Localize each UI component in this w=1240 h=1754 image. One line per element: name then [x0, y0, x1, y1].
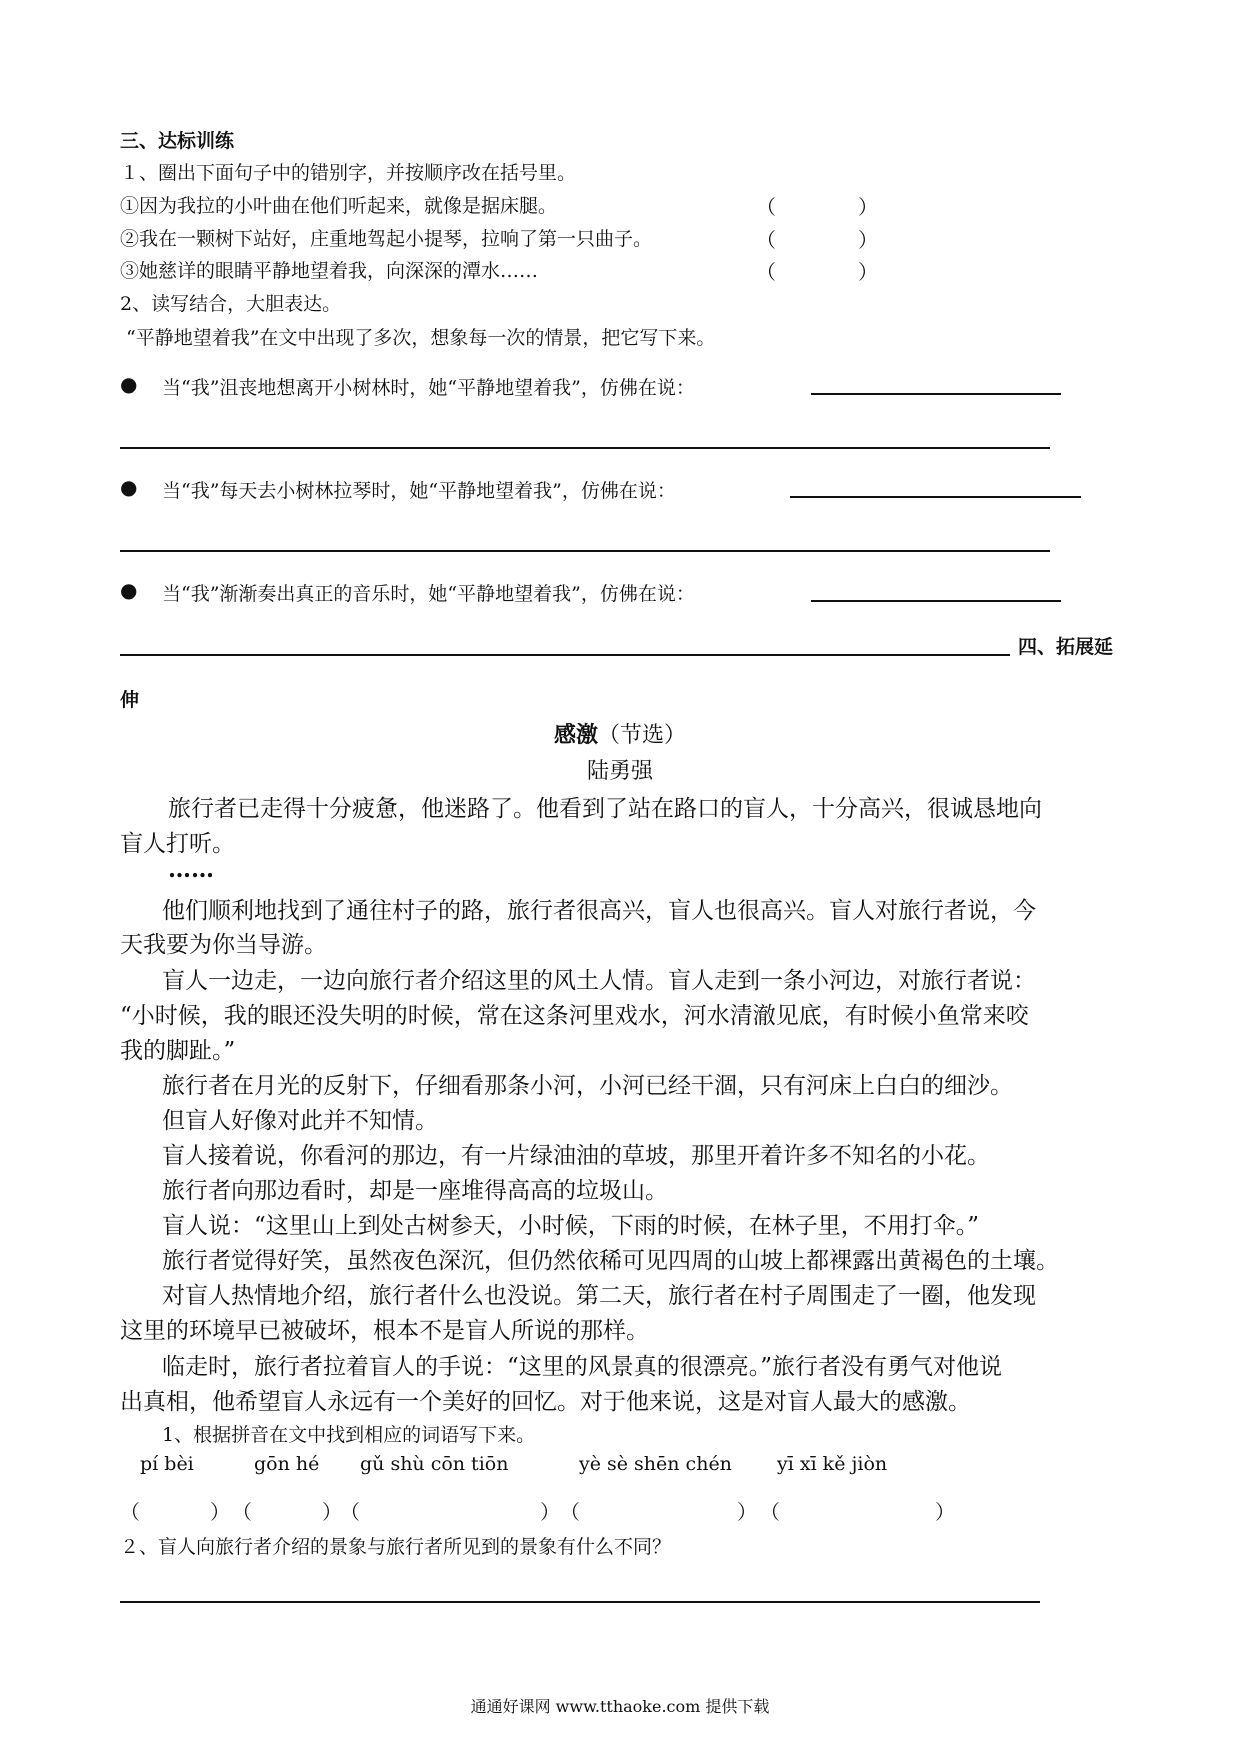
q1-item-3-open-paren: （	[756, 260, 776, 284]
q1-item-1-open-paren: （	[756, 195, 776, 219]
section3-heading: 三、达标训练	[120, 130, 235, 152]
exercise-q2: ２、盲人向旅行者介绍的景象与旅行者所见到的景象有什么不同？	[120, 1536, 672, 1558]
pinyin-item: gōn hé	[254, 1453, 320, 1475]
article-paragraph-line: 出真相，他希望盲人永远有一个美好的回忆。对于他来说，这是对盲人最大的感激。	[120, 1389, 971, 1415]
q1-item-2: ②我在一颗树下站好，庄重地驾起小提琴，拉响了第一只曲子。	[120, 228, 653, 250]
article-author: 陆勇强	[586, 759, 653, 784]
article-paragraph-line: 天我要为你当导游。	[120, 932, 327, 958]
q1-item-2-close-paren: ）	[858, 228, 878, 252]
bullet-icon: ●	[120, 578, 138, 602]
footer-credit: 通通好课网 www.tthaoke.com 提供下载	[470, 1697, 770, 1716]
article-paragraph-line: 我的脚趾。”	[120, 1038, 236, 1064]
article-paragraph-line: 盲人说：“这里山上到处古树参天，小时候，下雨的时候，在林子里，不用打伞。”	[162, 1213, 980, 1239]
q1-item-1: ①因为我拉的小叶曲在他们听起来，就像是据床腿。	[120, 195, 558, 217]
answer-line-3b[interactable]	[120, 654, 1010, 656]
answer-paren-close: ）	[540, 1500, 560, 1524]
article-paragraph-line: 盲人打听。	[120, 831, 235, 857]
article-ellipsis: ……	[168, 856, 214, 883]
bullet-icon: ●	[120, 372, 138, 396]
pinyin-item: yī xī kě jiòn	[777, 1453, 888, 1475]
q2-item-3: 当“我”渐渐奏出真正的音乐时，她“平静地望着我”，仿佛在说：	[162, 583, 695, 605]
answer-paren-close: ）	[737, 1500, 757, 1524]
article-paragraph-line: 他们顺利地找到了通往村子的路，旅行者很高兴，盲人也很高兴。盲人对旅行者说，今	[162, 898, 1036, 924]
answer-paren-close: ）	[935, 1500, 955, 1524]
section4-heading-part1: 四、拓展延	[1018, 636, 1114, 658]
answer-line-1b[interactable]	[120, 447, 1050, 449]
q1-item-2-open-paren: （	[756, 228, 776, 252]
bullet-icon: ●	[120, 475, 138, 499]
article-title-row	[0, 718, 1240, 749]
article-paragraph-line: 旅行者在月光的反射下，仔细看那条小河，小河已经干涸，只有河床上白白的细沙。	[162, 1073, 1013, 1099]
q1-item-1-close-paren: ）	[858, 195, 878, 219]
exercise-q1: 1、根据拼音在文中找到相应的词语写下来。	[162, 1424, 536, 1446]
q2-title: 2、读写结合，大胆表达。	[120, 293, 342, 315]
answer-line-final[interactable]	[120, 1601, 1040, 1603]
pinyin-item: pí bèi	[140, 1453, 194, 1475]
q1-title: １、圈出下面句子中的错别字，并按顺序改在括号里。	[120, 162, 577, 184]
article-paragraph-line: 旅行者觉得好笑，虽然夜色深沉，但仍然依稀可见四周的山坡上都裸露出黄褐色的土壤。	[162, 1248, 1059, 1274]
answer-paren-close: ）	[322, 1500, 342, 1524]
article-title: 感激	[553, 722, 598, 748]
article-paragraph-line: 旅行者已走得十分疲惫，他迷路了。他看到了站在路口的盲人，十分高兴，很诚恳地向	[168, 796, 1042, 822]
article-paragraph-line: 但盲人好像对此并不知情。	[162, 1108, 438, 1134]
answer-paren-open: （	[120, 1500, 140, 1524]
article-paragraph-line: 对盲人热情地介绍，旅行者什么也没说。第二天，旅行者在村子周围走了一圈，他发现	[162, 1283, 1036, 1309]
q1-item-3: ③她慈详的眼睛平静地望着我，向深深的潭水……	[120, 260, 539, 282]
pinyin-item: yè sè shēn chén	[579, 1453, 732, 1475]
answer-paren-open: （	[232, 1500, 252, 1524]
answer-line-2b[interactable]	[120, 550, 1050, 552]
section4-heading-part2: 伸	[120, 689, 140, 711]
article-paragraph-line: 旅行者向那边看时，却是一座堆得高高的垃圾山。	[162, 1178, 668, 1204]
article-paragraph-line: 盲人一边走，一边向旅行者介绍这里的风土人情。盲人走到一条小河边，对旅行者说：	[162, 968, 1036, 994]
answer-paren-close: ）	[210, 1500, 230, 1524]
article-paragraph-line: “小时候，我的眼还没失明的时候，常在这条河里戏水，河水清澈见底，有时候小鱼常来咬	[120, 1003, 1029, 1029]
answer-line-1a[interactable]	[811, 393, 1061, 395]
pinyin-item: gǔ shù cōn tiōn	[360, 1453, 509, 1475]
answer-line-3a[interactable]	[811, 600, 1061, 602]
q2-item-2: 当“我”每天去小树林拉琴时，她“平静地望着我”，仿佛在说：	[162, 480, 676, 502]
q1-item-3-close-paren: ）	[858, 260, 878, 284]
q2-intro: “平静地望着我”在文中出现了多次，想象每一次的情景，把它写下来。	[126, 327, 716, 349]
article-title-note: （节选）	[598, 723, 687, 748]
q2-item-1: 当“我”沮丧地想离开小树林时，她“平静地望着我”，仿佛在说：	[162, 377, 695, 399]
answer-line-2a[interactable]	[790, 496, 1081, 498]
article-paragraph-line: 这里的环境早已被破坏，根本不是盲人所说的那样。	[120, 1318, 649, 1344]
answer-paren-open: （	[760, 1500, 780, 1524]
article-paragraph-line: 盲人接着说，你看河的那边，有一片绿油油的草坡，那里开着许多不知名的小花。	[162, 1143, 990, 1169]
answer-paren-open: （	[560, 1500, 580, 1524]
answer-paren-open: （	[340, 1500, 360, 1524]
article-paragraph-line: 临走时，旅行者拉着盲人的手说：“这里的风景真的很漂亮。”旅行者没有勇气对他说	[162, 1354, 1003, 1380]
